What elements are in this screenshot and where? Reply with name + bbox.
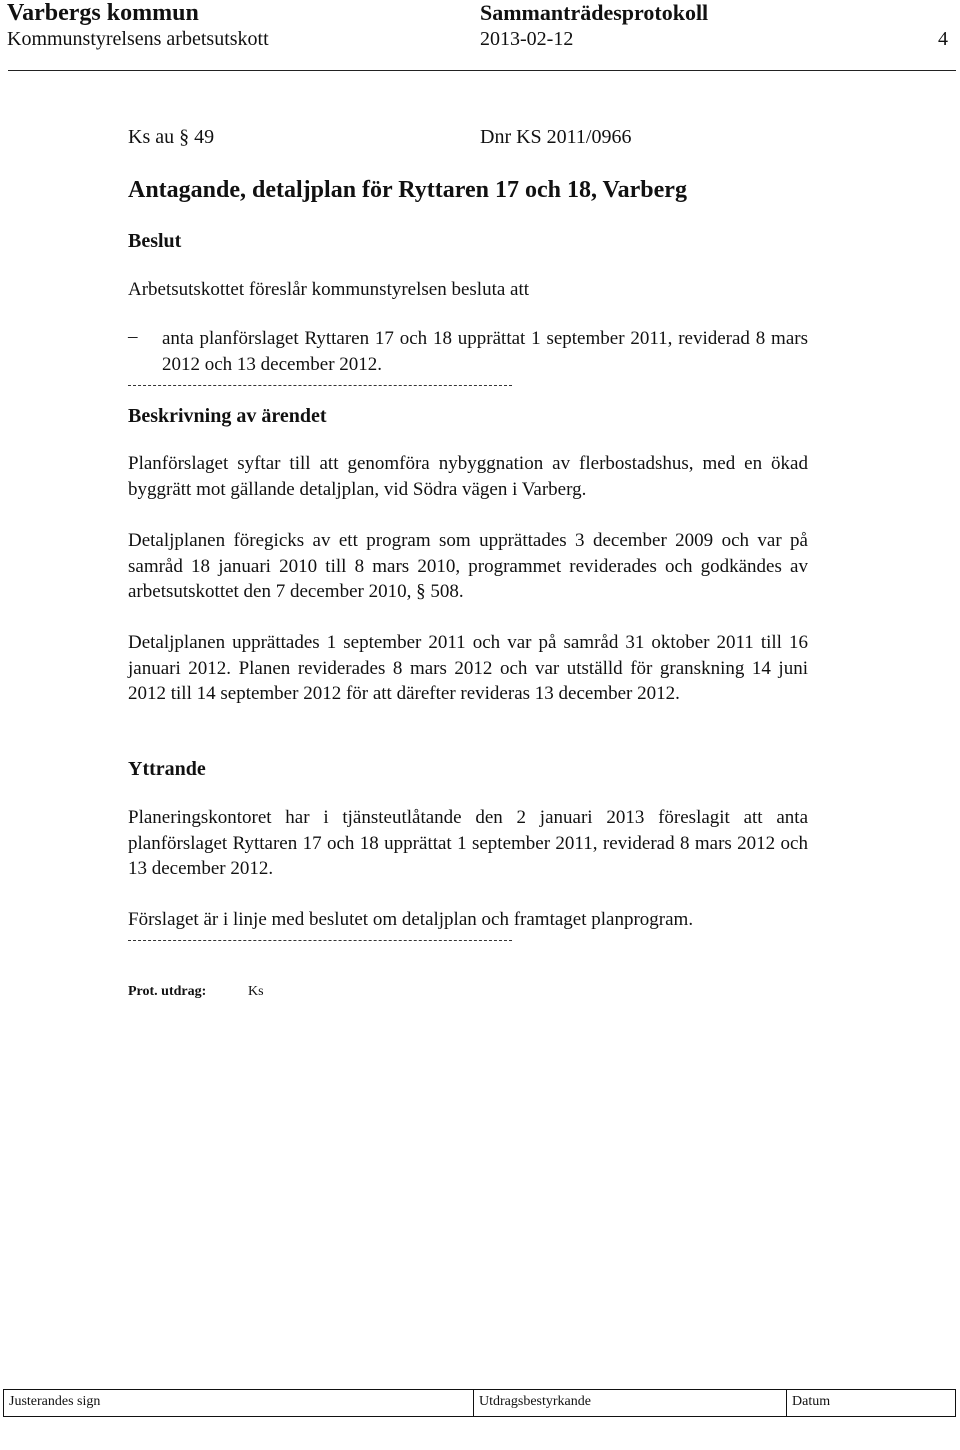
organization-name: Varbergs kommun <box>7 0 199 26</box>
decision-intro: Arbetsutskottet föreslår kommunstyrelsen besluta att <box>128 279 530 300</box>
document-type: Sammanträdesprotokoll <box>480 0 709 25</box>
meeting-date: 2013-02-12 <box>480 28 574 50</box>
statement-end-divider <box>128 940 512 941</box>
date-cell: Datum <box>792 1394 831 1409</box>
decision-item: anta planförslaget Ryttaren 17 och 18 upprättat 1 september 2011, reviderad 8 mars 2012 och 13 december 2012. <box>162 328 808 375</box>
signature-footer <box>3 1389 956 1417</box>
page-number: 4 <box>938 28 948 50</box>
description-heading: Beskrivning av ärendet <box>128 405 327 427</box>
statement-paragraph: Planeringskontoret har i tjänsteutlåtande den 2 januari 2013 föreslagit att anta planförslaget Ryttaren 17 och 18 upprättat 1 september 2011, reviderad 8 mars 2012 och 13 december 2012. <box>128 807 808 879</box>
diary-number: Dnr KS 2011/0966 <box>480 126 632 148</box>
protocol-extract-value: Ks <box>248 984 264 999</box>
committee-name: Kommunstyrelsens arbetsutskott <box>7 28 269 50</box>
decision-end-divider <box>128 385 512 386</box>
page-title: Antagande, detaljplan för Ryttaren 17 och 18, Varberg <box>128 177 687 203</box>
description-paragraph: Detaljplanen upprättades 1 september 2011 och var på samråd 31 oktober 2011 till 16 januari 2012. Planen reviderades 8 mars 2012 och var utställd för granskning 14 juni 2012 till 14 september 2012 för att därefter revideras 13 december 2012. <box>128 632 808 704</box>
header-divider <box>8 70 956 71</box>
description-paragraph: Detaljplanen föregicks av ett program som upprättades 3 december 2009 och var på samråd 18 januari 2010 till 8 mars 2010, programmet reviderades och godkändes av arbetsutskottet den 7 december 2010, § 508. <box>128 530 808 602</box>
statement-heading: Yttrande <box>128 758 206 780</box>
excerpt-certification-cell: Utdragsbestyrkande <box>474 1390 787 1416</box>
statement-paragraph: Förslaget är i linje med beslutet om detaljplan och framtaget planprogram. <box>128 909 694 930</box>
adjuster-sign-cell: Justerandes sign <box>4 1390 474 1416</box>
description-paragraph: Planförslaget syftar till att genomföra nybyggnation av flerbostadshus, med en ökad byggrätt mot gällande detaljplan, vid Södra vägen i Varberg. <box>128 453 808 500</box>
decision-heading: Beslut <box>128 230 182 252</box>
decision-item-marker: – <box>128 326 138 347</box>
protocol-extract-label: Prot. utdrag: <box>128 984 207 999</box>
paragraph-reference: Ks au § 49 <box>128 126 215 148</box>
